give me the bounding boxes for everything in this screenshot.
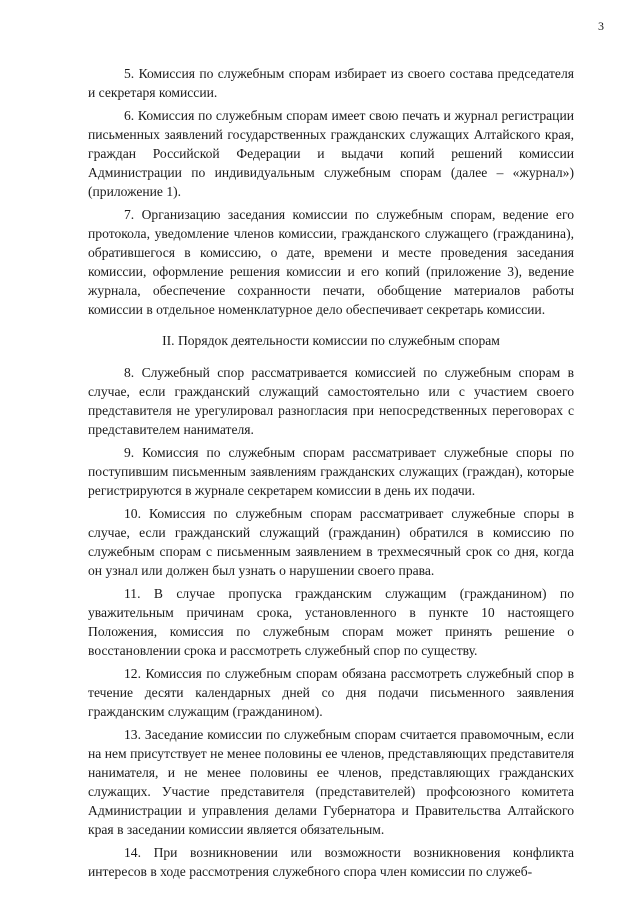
paragraph-13: 13. Заседание комиссии по служебным спорам считается правомочным, если на нем присутствует не менее половины ее членов, представляющих представителя нанимателя, и не менее половины ее членов, представляющих гражданских служащих. Участие представителя (представителей) профсоюзного комитета Администрации и управления делами Губернатора и Правительства Алтайского края в заседании комиссии является обязательным. — [88, 727, 574, 837]
document-body — [88, 64, 574, 881]
paragraph-9: 9. Комиссия по служебным спорам рассматривает служебные споры по поступившим письменным заявлениям гражданских служащих (граждан), которые регистрируются в журнале секретарем комиссии в день их подачи. — [88, 445, 574, 498]
paragraph-12: 12. Комиссия по служебным спорам обязана рассмотреть служебный спор в течение десяти календарных дней со дня подачи письменного заявления гражданским служащим (гражданином). — [88, 666, 574, 719]
paragraph-5: 5. Комиссия по служебным спорам избирает из своего состава председателя и секретаря комиссии. — [88, 66, 574, 100]
paragraph-10: 10. Комиссия по служебным спорам рассматривает служебные споры в случае, если гражданский служащий (гражданин) обратился в комиссию по служебным спорам с письменным заявлением в трехмесячный срок со дня, когда он узнал или должен был узнать о нарушении своего права. — [88, 506, 574, 578]
paragraph-7: 7. Организацию заседания комиссии по служебным спорам, ведение его протокола, уведомление членов комиссии, гражданского служащего (гражданина), обратившегося в комиссию, о дате, времени и месте проведения заседания комиссии, оформление решения комиссии и его копий (приложение 3), ведение журнала, обеспечение сохранности печати, обобщение материалов работы комиссии в отдельное номенклатурное дело обеспечивает секретарь комиссии. — [88, 207, 574, 317]
paragraph-8: 8. Служебный спор рассматривается комиссией по служебным спорам в случае, если гражданский служащий самостоятельно или с участием своего представителя не урегулировал разногласия при непосредственных переговорах с представителем нанимателя. — [88, 365, 574, 437]
paragraph-14: 14. При возникновении или возможности возникновения конфликта интересов в ходе рассмотрения служебного спора член комиссии по служеб- — [88, 845, 574, 879]
section-heading: II. Порядок деятельности комиссии по служебным спорам — [162, 333, 500, 348]
paragraph-6: 6. Комиссия по служебным спорам имеет свою печать и журнал регистрации письменных заявлений государственных гражданских служащих Алтайского края, граждан Российской Федерации и выдачи копий решений комиссии Администрации по индивидуальным служебным спорам (далее – «журнал») (приложение 1). — [88, 108, 574, 199]
page-number: 3 — [598, 19, 604, 33]
paragraph-11: 11. В случае пропуска гражданским служащим (гражданином) по уважительным причинам срока, установленного в пункте 10 настоящего Положения, комиссия по служебным спорам может принять решение о восстановлении срока и рассмотреть служебный спор по существу. — [88, 586, 574, 658]
